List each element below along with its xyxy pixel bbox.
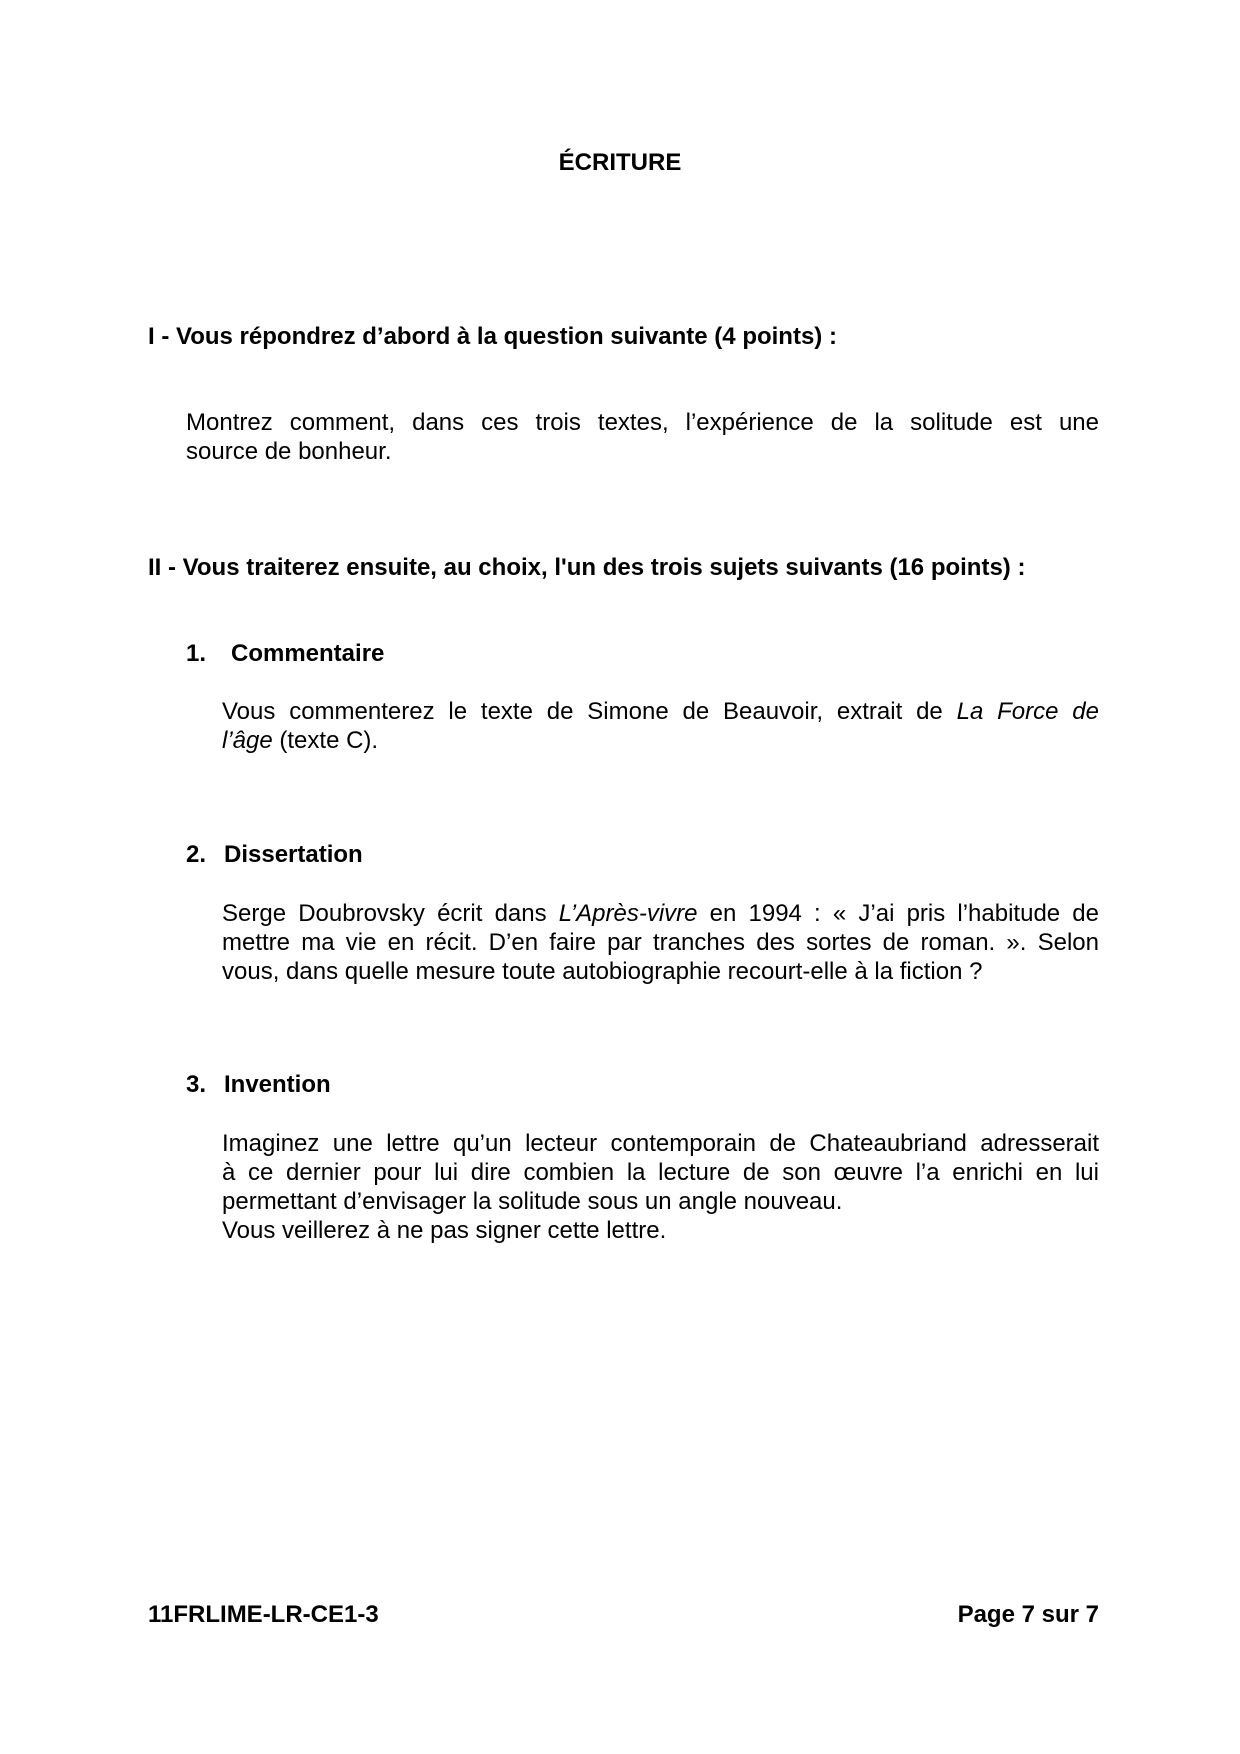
item-2-body bbox=[222, 899, 1099, 986]
item-3-number: 3. bbox=[186, 1071, 207, 1098]
part1-heading: I - Vous répondrez d’abord à la question suivante (4 points) : bbox=[148, 323, 837, 350]
item-2-book-title: L’Après-vivre bbox=[558, 900, 698, 927]
footer-page-number: Page 7 sur 7 bbox=[957, 1601, 1099, 1628]
item-1-line-1-text: Vous commenterez le texte de Simone de Beauvoir, extrait de bbox=[222, 698, 957, 725]
item-1-book-title-part1: La Force de bbox=[956, 698, 1099, 725]
footer-code: 11FRLIME-LR-CE1-3 bbox=[148, 1601, 379, 1628]
part2-heading: II - Vous traiterez ensuite, au choix, l'un des trois sujets suivants (16 points) : bbox=[148, 554, 1026, 581]
item-1-body bbox=[222, 697, 1099, 755]
item-2-line-3: vous, dans quelle mesure toute autobiographie recourt-elle à la fiction ? bbox=[222, 958, 983, 985]
item-2-line-2: mettre ma vie en récit. D’en faire par tranches des sortes de roman. ». Selon bbox=[222, 929, 1099, 956]
item-2-line-1-pre: Serge Doubrovsky écrit dans bbox=[222, 900, 559, 927]
question-line-2: source de bonheur. bbox=[186, 438, 392, 465]
item-2-line-1 bbox=[222, 899, 1099, 928]
item-2-label: Dissertation bbox=[224, 841, 363, 868]
item-1-line-2-text: (texte C). bbox=[272, 727, 379, 754]
item-1-line-2 bbox=[222, 726, 1099, 755]
item-1-number: 1. bbox=[186, 640, 207, 667]
item-1-line-1 bbox=[222, 697, 1099, 726]
item-1-book-title-part2: l’âge bbox=[222, 727, 273, 754]
part1-question bbox=[186, 408, 1099, 466]
item-1-label: Commentaire bbox=[231, 640, 385, 667]
question-line-1: Montrez comment, dans ces trois textes, l’expérience de la solitude est une bbox=[186, 409, 1099, 436]
item-3-label: Invention bbox=[224, 1071, 331, 1098]
item-3-line-1: Imaginez une lettre qu’un lecteur contemporain de Chateaubriand adresserait bbox=[222, 1130, 1099, 1157]
item-2-number: 2. bbox=[186, 841, 207, 868]
item-3-body bbox=[222, 1129, 1099, 1245]
item-3-line-4: Vous veillerez à ne pas signer cette lettre. bbox=[222, 1217, 667, 1244]
item-2-line-1-post: en 1994 : « J’ai pris l’habitude de bbox=[697, 900, 1100, 927]
page-title: ÉCRITURE bbox=[558, 149, 682, 176]
item-3-line-2: à ce dernier pour lui dire combien la lecture de son œuvre l’a enrichi en lui bbox=[222, 1159, 1099, 1186]
item-3-line-3: permettant d’envisager la solitude sous un angle nouveau. bbox=[222, 1188, 843, 1215]
